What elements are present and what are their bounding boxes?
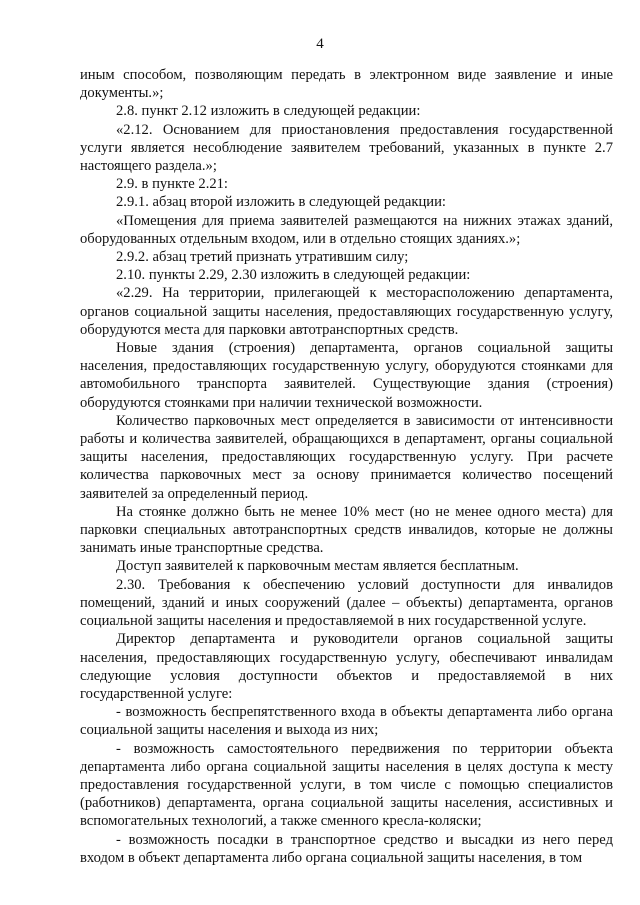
paragraph-new-buildings: Новые здания (строения) департамента, органов социальной защиты населения, предоставляющих государственную услугу, оборудуются стоянками для автомобильного транспорта заявителей. Существующие здания (строения) оборудуются стоянками при наличии технической возможности. — [80, 340, 613, 411]
paragraph-parking-count: Количество парковочных мест определяется в зависимости от интенсивности работы и количества заявителей, обращающихся в департамент, органы социальной защиты населения, предоставляющих государственную услугу. При расчете количества парковочных мест за основу принимается количество посещений заявителей за определенный период. — [80, 412, 613, 502]
paragraph-item-2-9-1: 2.9.1. абзац второй изложить в следующей редакции: — [116, 194, 446, 211]
paragraph-item-2-9: 2.9. в пункте 2.21: — [116, 176, 228, 193]
list-item-entry: - возможность беспрепятственного входа в объекты департамента либо органа социальной защиты населения и выхода из них; — [80, 704, 613, 739]
paragraph-free-parking: Доступ заявителей к парковочным местам является бесплатным. — [116, 558, 519, 575]
paragraph-quote-2-29: «2.29. На территории, прилегающей к месторасположению департамента, органов социальной защиты населения, предоставляющих государственную услугу, оборудуются места для парковки автотранспортных средств. — [80, 285, 613, 338]
list-item-movement: - возможность самостоятельного передвижения по территории объекта департамента либо органа социальной защиты населения в целях доступа к месту предоставления государственной услуги, в том числе с помощью специалистов (работников) департамента, органа социальной защиты населения, ассистивных и вспомогательных технологий, а также сменного кресла-коляски; — [80, 740, 613, 830]
page-number: 4 — [316, 36, 324, 52]
paragraph-director: Директор департамента и руководители органов социальной защиты населения, предоставляющих государственную услугу, обеспечивают инвалидам следующие условия доступности объектов и предоставляемой в них государственной услуге: — [80, 631, 613, 702]
paragraph-item-2-8: 2.8. пункт 2.12 изложить в следующей редакции: — [116, 103, 421, 120]
paragraph-item-2-10: 2.10. пункты 2.29, 2.30 изложить в следующей редакции: — [116, 267, 471, 284]
paragraph-item-2-9-2: 2.9.2. абзац третий признать утратившим силу; — [116, 249, 409, 266]
paragraph-continuation: иным способом, позволяющим передать в электронном виде заявление и иные документы.»; — [80, 67, 613, 102]
list-item-vehicle: - возможность посадки в транспортное средство и высадки из него перед входом в объект департамента либо органа социальной защиты населения, в том — [80, 831, 613, 866]
paragraph-quote-premises: «Помещения для приема заявителей размещаются на нижних этажах зданий, оборудованных отдельным входом, или в отдельно стоящих зданиях.»; — [80, 212, 613, 247]
document-body — [80, 66, 613, 867]
paragraph-disabled-parking: На стоянке должно быть не менее 10% мест (но не менее одного места) для парковки специальных автотранспортных средств инвалидов, которые не должны занимать иные транспортные средства. — [80, 503, 613, 557]
paragraph-item-2-30: 2.30. Требования к обеспечению условий доступности для инвалидов помещений, зданий и иных сооружений (далее – объекты) департамента, органов социальной защиты населения и предоставляемой в них государственной услуге. — [80, 576, 613, 630]
paragraph-quote-2-12: «2.12. Основанием для приостановления предоставления государственной услуги является несоблюдение заявителем требований, указанных в пункте 2.7 настоящего раздела.»; — [80, 121, 613, 175]
